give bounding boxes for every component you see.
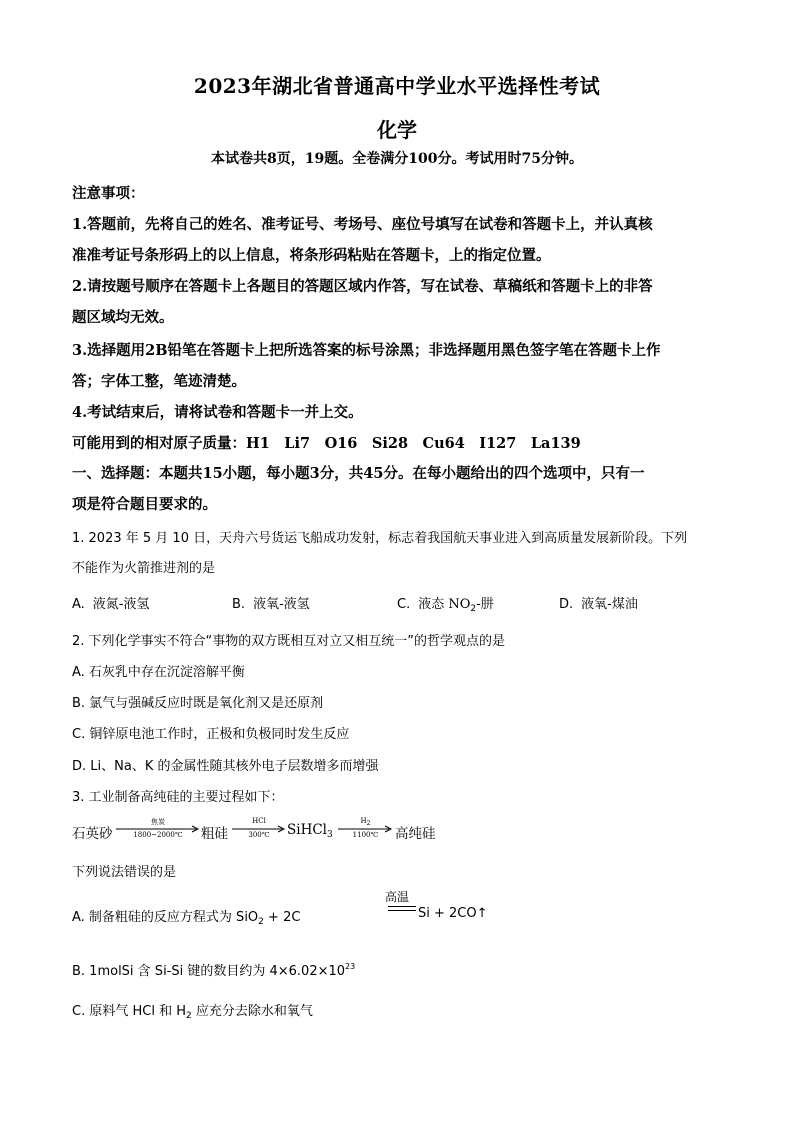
- q1-option-b: [232, 593, 310, 612]
- option-text-suffix: -肼: [476, 597, 494, 612]
- arrow-1-condition: 1800~2000℃: [133, 831, 183, 839]
- notice-line-2: 准准考证号条形码上的以上信息，将条形码粘贴在答题卡，上的指定位置。: [72, 247, 551, 264]
- option-text: 液氧-煤油: [581, 597, 638, 612]
- exam-info: 本试卷共8页，19题。全卷满分100分。考试用时75分钟。: [211, 151, 583, 167]
- formula-subscript: 2: [185, 1011, 192, 1021]
- process-step-pure-silicon: 高纯硅: [395, 826, 436, 842]
- option-a-text: [72, 906, 300, 927]
- option-a-products: Si + 2CO↑: [418, 906, 488, 921]
- q1-option-c: [397, 593, 494, 614]
- q1-option-d: [559, 593, 638, 612]
- option-text: 液氮-液氢: [92, 597, 150, 612]
- q2-option-d: D. Li、Na、K 的金属性随其核外电子层数增多而增强: [72, 759, 379, 774]
- section1-line-2: 项是符合题目要求的。: [72, 496, 217, 513]
- q2-option-b: B. 氯气与强碱反应时既是氧化剂又是还原剂: [72, 696, 324, 711]
- notice-line-5: 3.选择题用2B铅笔在答题卡上把所选答案的标号涂黑；非选择题用黑色签字笔在答题卡上作: [72, 342, 661, 359]
- process-step-crude-silicon: 粗硅: [201, 826, 228, 842]
- process-step-quartz-sand: 石英砂: [72, 826, 113, 842]
- option-b-text: B. 1molSi 含 Si-Si 键的数目约为 4×6.02×10: [72, 964, 346, 979]
- option-c-text: C. 原料气 HCl 和 H: [72, 1004, 186, 1019]
- arrow-3-condition: 1100℃: [352, 831, 379, 839]
- q3-prompt: 下列说法错误的是: [72, 865, 177, 880]
- formula: SiHCl: [287, 822, 327, 838]
- equals-sign: [388, 906, 416, 912]
- exam-title: 2023年湖北省普通高中学业水平选择性考试: [193, 74, 601, 98]
- option-c-suffix: 应充分去除水和氧气: [191, 1004, 313, 1019]
- q3-option-c: [72, 1000, 732, 1021]
- option-text: 液态: [418, 597, 449, 612]
- q2-option-a: A. 石灰乳中存在沉淀溶解平衡: [72, 665, 245, 680]
- reagent-formula: H: [360, 817, 367, 825]
- option-label: B.: [232, 597, 246, 612]
- exponent: 23: [345, 962, 356, 971]
- q1-stem-2: 不能作为火箭推进剂的是: [72, 561, 216, 576]
- formula-subscript: 3: [327, 830, 333, 840]
- formula-subscript: 2: [258, 917, 264, 927]
- option-text: 液氧-液氢: [253, 597, 310, 612]
- notice-heading: 注意事项：: [72, 185, 145, 202]
- notice-line-6: 答；字体工整，笔迹清楚。: [72, 373, 246, 390]
- notice-line-1: 1.答题前，先将自己的姓名、准考证号、考场号、座位号填写在试卷和答题卡上，并认真核: [72, 216, 653, 233]
- q2-option-c: C. 铜锌原电池工作时，正极和负极同时发生反应: [72, 727, 350, 742]
- notice-line-7: 4.考试结束后，请将试卷和答题卡一并上交。: [72, 404, 363, 421]
- option-a-reactant: + 2C: [263, 910, 301, 925]
- process-arrow-2: [232, 815, 286, 845]
- arrow-2-reagent: HCl: [252, 817, 266, 825]
- q3-option-a: [72, 888, 732, 927]
- q3-stem: 3. 工业制备高纯硅的主要过程如下：: [72, 790, 284, 805]
- q2-stem: 2. 下列化学事实不符合“事物的双方既相互对立又相互统一”的哲学观点的是: [72, 634, 506, 649]
- q1-stem-1: 1. 2023 年 5 月 10 日，天舟六号货运飞船成功发射，标志着我国航天事业进入到高质量发展新阶段。下列: [72, 531, 688, 546]
- option-label: A.: [72, 597, 85, 612]
- notice-line-4: 题区域均无效。: [72, 309, 174, 326]
- section1-line-1: 一、选择题：本题共15小题，每小题3分，共45分。在每小题给出的四个选项中，只有一: [72, 465, 645, 482]
- q1-option-a: [72, 593, 150, 612]
- reagent-subscript: 2: [366, 820, 371, 827]
- reaction-condition: 高温: [385, 890, 410, 904]
- arrow-2-condition: 300℃: [248, 831, 270, 839]
- q1-options: [72, 593, 732, 613]
- option-label: C.: [397, 597, 411, 612]
- formula-subscript: 2: [470, 604, 477, 614]
- silicon-process-diagram: [72, 815, 732, 845]
- process-step-trichlorosilane: [287, 822, 333, 840]
- q3-option-b: [72, 960, 732, 979]
- option-a-prefix: A. 制备粗硅的反应方程式为 SiO: [72, 910, 259, 925]
- arrow-1-reagent: 焦炭: [151, 818, 165, 826]
- atomic-masses: 可能用到的相对原子质量：H1 Li7 O16 Si28 Cu64 I127 La139: [72, 435, 581, 452]
- process-arrow-3: [338, 815, 393, 845]
- subject-title: 化学: [377, 118, 417, 142]
- option-label: D.: [559, 597, 574, 612]
- notice-line-3: 2.请按题号顺序在答题卡上各题目的答题区域内作答，写在试卷、草稿纸和答题卡上的非答: [72, 278, 653, 295]
- formula: NO: [448, 597, 471, 612]
- process-arrow-1: [116, 815, 200, 845]
